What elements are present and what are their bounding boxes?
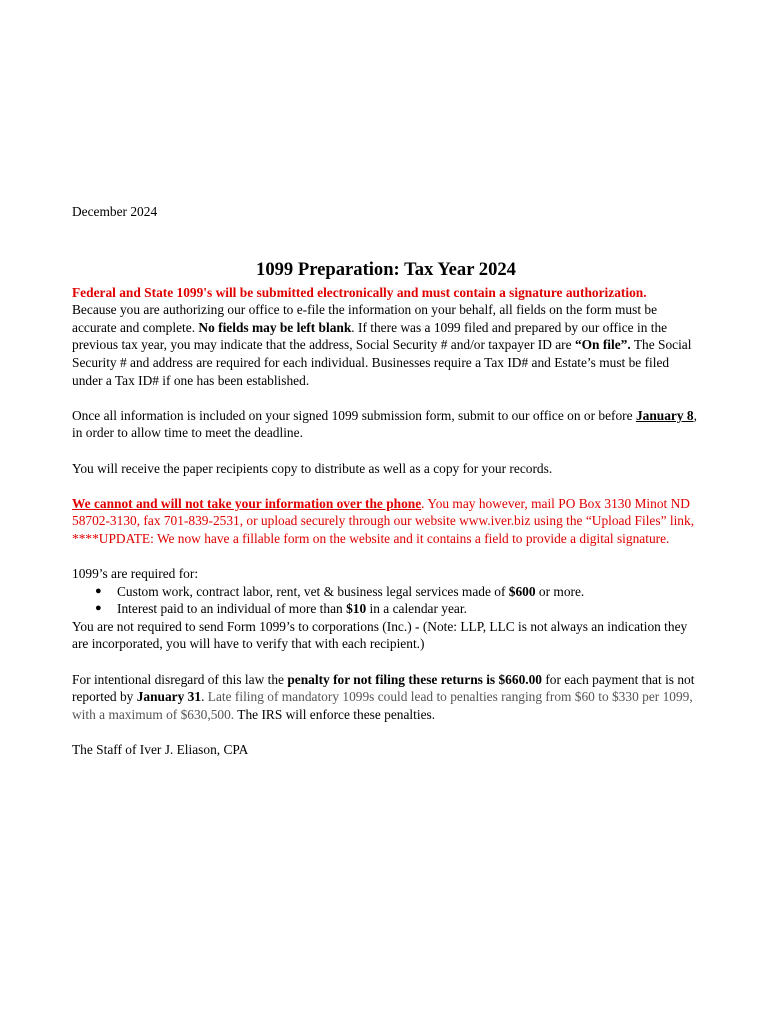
letter-body [72, 203, 700, 759]
list-item [95, 583, 700, 601]
list-item-text: Interest paid to an individual of more than [117, 601, 347, 617]
paragraph-text: The IRS will enforce these penalties. [234, 706, 436, 722]
reporting-deadline: January 31 [136, 689, 202, 705]
paragraph-copies: You will receive the paper recipients copy to distribute as well as a copy for your records. [72, 460, 553, 476]
phone-warning: We cannot and will not take your information over the phone [72, 495, 422, 511]
penalty-amount: penalty for not filing these returns is $660.00 [287, 671, 542, 687]
paragraph-text: for each payment that is not reported by [72, 671, 695, 705]
paragraph-text: Once all information is included on your signed 1099 submission form, submit to our office on or before [72, 407, 636, 423]
paragraph-authorization [72, 301, 700, 389]
requirements-list [72, 583, 700, 618]
paragraph-text: For intentional disregard of this law the [72, 671, 288, 687]
paragraph-text: , in order to allow time to meet the deadline. [72, 407, 697, 441]
letter-date: December 2024 [72, 204, 158, 219]
list-item-text: in a calendar year. [366, 601, 467, 617]
paragraph-deadline [72, 407, 700, 442]
paragraph-text: . If there was a 1099 filed and prepared by our office in the previous tax year, you may indicate that the address, Social Security # and/or taxpayer ID are [72, 319, 668, 353]
required-heading: 1099’s are required for: [72, 566, 199, 582]
paragraph-penalty [72, 671, 700, 724]
emphasis-on-file: “On file”. [574, 337, 631, 353]
threshold-amount: $600 [508, 583, 536, 599]
list-item-text: Custom work, contract labor, rent, vet & business legal services made of [117, 583, 509, 599]
submission-options: . You may however, mail PO Box 3130 Minot ND 58702-3130, fax 701-839-2531, or upload securely through our website www.iver.biz using the “Upload Files” link, [72, 495, 695, 529]
list-item-text: or more. [535, 583, 585, 599]
paragraph-text: . [201, 689, 208, 705]
page-title: 1099 Preparation: Tax Year 2024 [256, 258, 516, 280]
deadline-date: January 8 [635, 407, 694, 423]
paragraph-text: The Social Security # and address are required for each individual. Businesses require a Tax ID# and Estate’s must be filed under a Tax ID# if one has been established. [72, 337, 692, 388]
threshold-amount: $10 [346, 601, 367, 617]
late-filing-penalties: Late filing of mandatory 1099s could lead to penalties ranging from $60 to $330 per 1099, with a maximum of $630,500. [72, 689, 693, 722]
emphasis-no-blank-fields: No fields may be left blank [198, 319, 352, 335]
list-item [95, 600, 700, 618]
bullet-icon: ● [95, 602, 102, 615]
bullet-icon: ● [95, 584, 102, 597]
paragraph-text: Because you are authorizing our office to e-file the information on your behalf, all fields on the form must be accurate and complete. [72, 302, 658, 335]
intro-heading: Federal and State 1099's will be submitted electronically and must contain a signature authorization. [72, 284, 647, 300]
update-notice: ****UPDATE: We now have a fillable form on the website and it contains a field to provide a digital signature. [72, 530, 670, 546]
signature: The Staff of Iver J. Eliason, CPA [72, 742, 249, 758]
corporation-note: You are not required to send Form 1099’s to corporations (Inc.) - (Note: LLP, LLC is not always an indication they are incorporated, you will have to verify that with each recipient.) [72, 618, 688, 652]
paragraph-submission [72, 495, 700, 530]
